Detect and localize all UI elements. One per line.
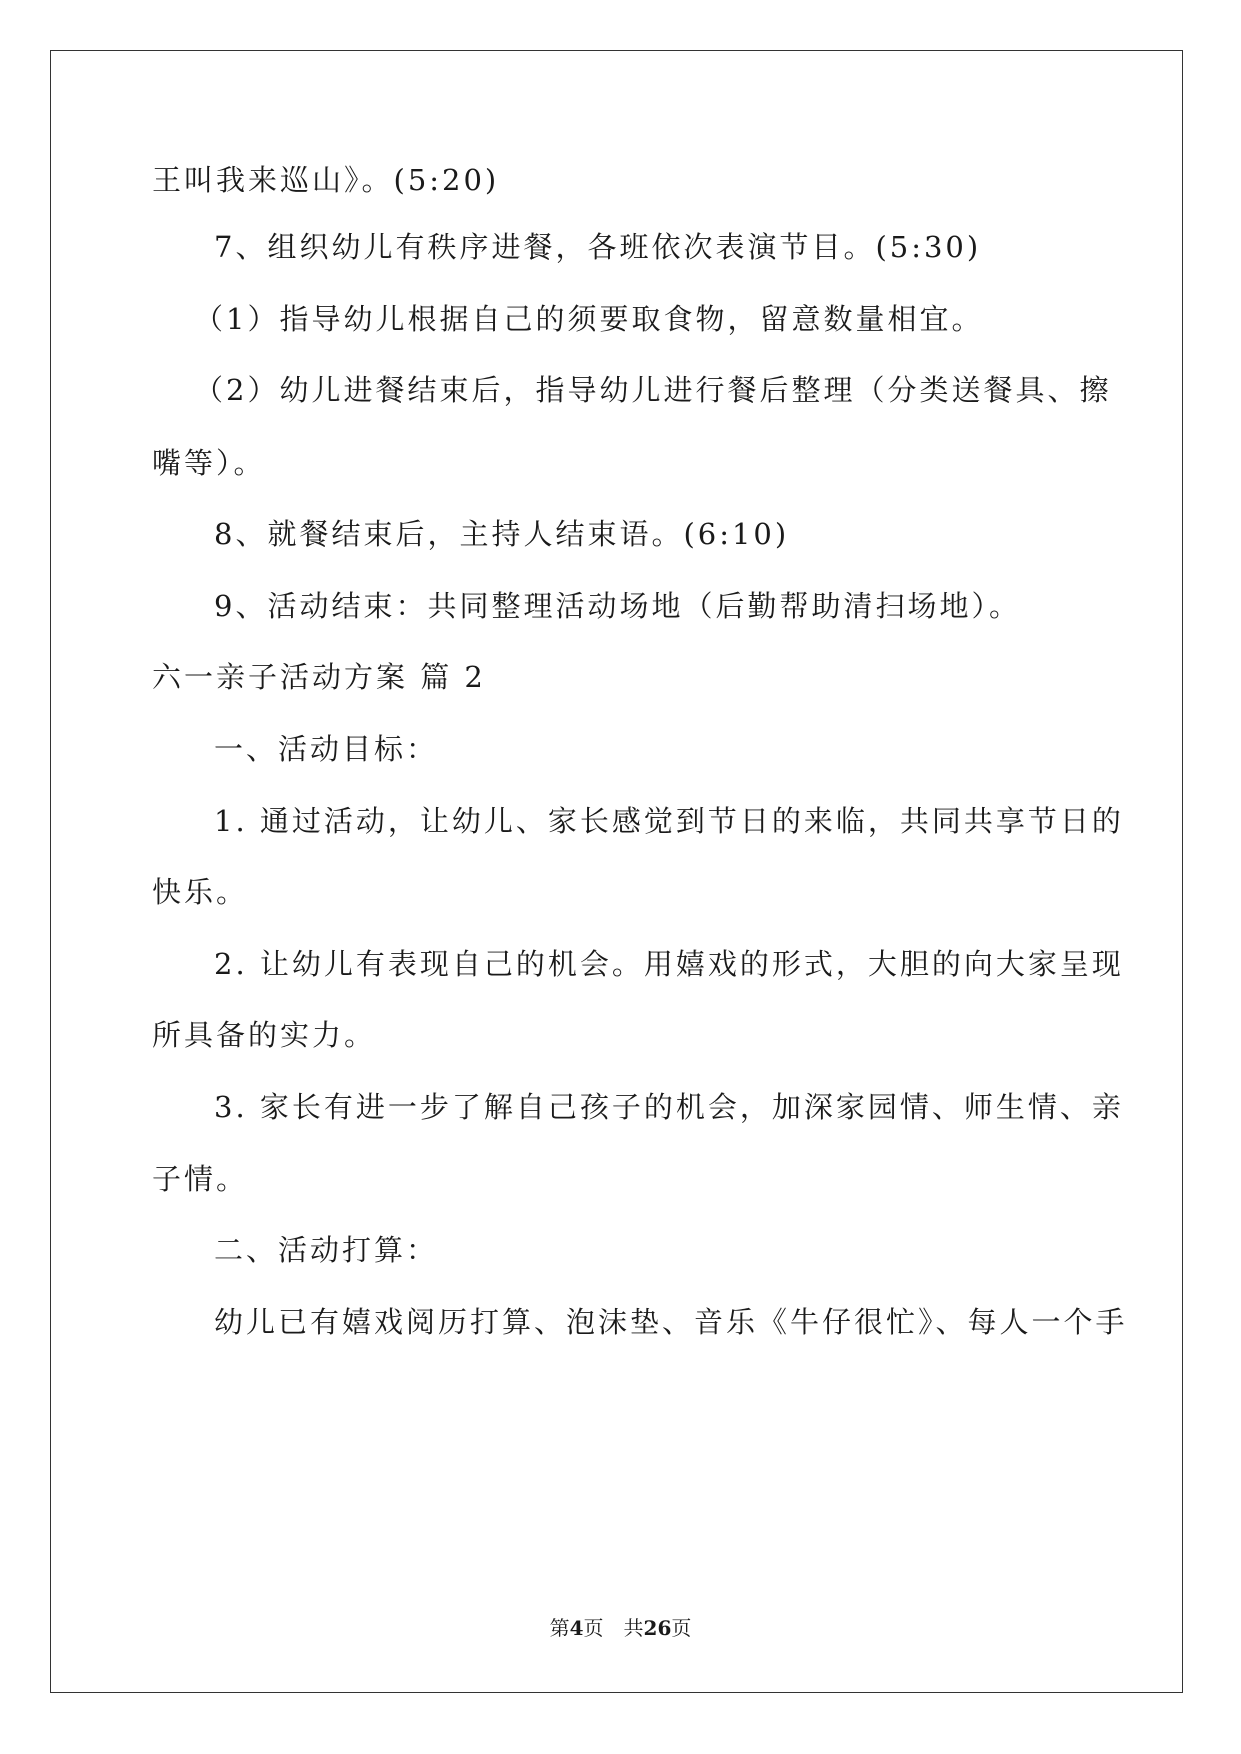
section-heading: 六一亲子活动方案 篇 2 (152, 660, 486, 694)
paragraph-line: 嘴等）。 (152, 446, 266, 480)
footer-total-pages: 26 (643, 1616, 672, 1640)
paragraph-line: 王叫我来巡山》。(5:20) (152, 163, 500, 197)
page-footer (0, 1616, 1241, 1640)
paragraph-line: 3. 家长有进一步了解自己孩子的机会，加深家园情、师生情、亲 (214, 1090, 1124, 1124)
paragraph-line: 8、就餐结束后，主持人结束语。(6:10) (214, 517, 790, 551)
paragraph-line: （2）幼儿进餐结束后，指导幼儿进行餐后整理（分类送餐具、擦 (194, 373, 1112, 407)
paragraph-line: 2. 让幼儿有表现自己的机会。用嬉戏的形式，大胆的向大家呈现 (214, 947, 1124, 981)
paragraph-line: 幼儿已有嬉戏阅历打算、泡沫垫、音乐《牛仔很忙》、每人一个手 (214, 1305, 1128, 1339)
paragraph-line: 一、活动目标： (214, 732, 439, 766)
footer-page-number: 4 (569, 1616, 584, 1640)
footer-mid: 页 共 (583, 1616, 644, 1640)
paragraph-line: 所具备的实力。 (152, 1018, 377, 1052)
paragraph-line: （1）指导幼儿根据自己的须要取食物，留意数量相宜。 (194, 302, 984, 336)
paragraph-line: 二、活动打算： (214, 1233, 439, 1267)
paragraph-line: 7、组织幼儿有秩序进餐，各班依次表演节目。(5:30) (214, 230, 982, 264)
paragraph-line: 快乐。 (152, 875, 249, 909)
paragraph-line: 9、活动结束：共同整理活动场地（后勤帮助清扫场地）。 (214, 589, 1021, 623)
footer-suffix: 页 (671, 1616, 692, 1640)
paragraph-line: 子情。 (152, 1162, 249, 1196)
footer-prefix: 第 (549, 1616, 570, 1640)
paragraph-line: 1. 通过活动，让幼儿、家长感觉到节日的来临，共同共享节日的 (214, 804, 1124, 838)
